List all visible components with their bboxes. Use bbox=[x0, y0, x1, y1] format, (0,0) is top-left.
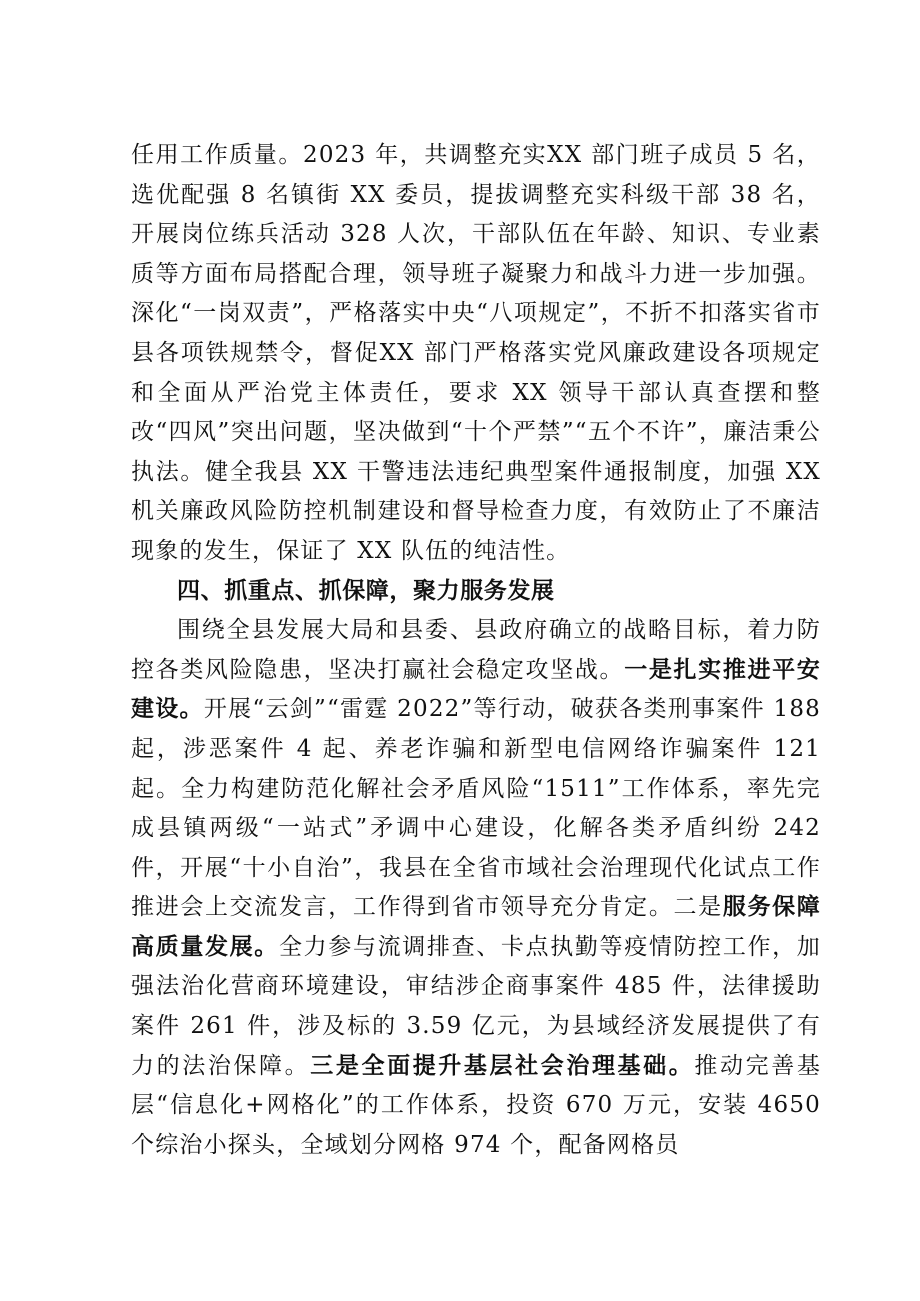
paragraph-text-segment: 围绕全县发展大局和县委、县政府确立的战略目标，着力防控各类风险隐患，坚决打赢社会稳定攻坚战。 bbox=[131, 617, 821, 683]
paragraph-text-segment: 推动完善基层“信息化+网格化”的工作体系，投资 670 万元，安装 4650 个综治小探头，全域划分网格 974 个，配备网格员 bbox=[131, 1052, 822, 1158]
bold-key-point-1: 一是扎实推进平安建设。 bbox=[131, 656, 821, 723]
paragraph-text-segment: 全力参与流调排查、卡点执勤等疫情防控工作，加强法治化营商环境建设，审结涉企商事案件 485 件，法律援助案件 261 件，涉及标的 3.59 亿元，为县域经济发展提供了有力的法治保障。 bbox=[131, 933, 822, 1079]
bold-key-point-2: 服务保障高质量发展。 bbox=[131, 894, 821, 960]
body-paragraph-development bbox=[131, 611, 821, 1165]
section-heading: 四、抓重点、抓保障，聚力服务发展 bbox=[177, 577, 555, 604]
body-paragraph-discipline: 任用工作质量。2023 年，共调整充实XX 部门班子成员 5 名，选优配强 8 名镇街 XX 委员，提拔调整充实科级干部 38 名，开展岗位练兵活动 328 人次，干部队伍在年龄、知识、专业素质等方面布局搭配合理，领导班子凝聚力和战斗力进一步加强。深化“一岗双责”，严格落实中央“八项规定”，不折不扣落实省市县各项铁规禁令，督促XX 部门严格落实党风廉政建设各项规定和全面从严治党主体责任，要求 XX 领导干部认真查摆和整改“四风”突出问题，坚决做到“十个严禁”“五个不许”，廉洁秉公执法。健全我县 XX 干警违法违纪典型案件通报制度，加强 XX 机关廉政风险防控机制建设和督导检查力度，有效防止了不廉洁现象的发生，保证了 XX 队伍的纯洁性。 bbox=[131, 142, 821, 564]
document-body bbox=[131, 136, 821, 1165]
paragraph-text-segment: 开展“云剑”“雷霆 2022”等行动，破获各类刑事案件 188 起，涉恶案件 4 起、养老诈骗和新型电信网络诈骗案件 121 起。全力构建防范化解社会矛盾风险“1511”工作体系，率先完成县镇两级“一站式”矛调中心建设，化解各类矛盾纠纷 242 件，开展“十小自治”，我县在全省市域社会治理现代化试点工作推进会上交流发言，工作得到省市领导充分肯定。二是 bbox=[131, 696, 821, 921]
bold-key-point-3: 三是全面提升基层社会治理基础。 bbox=[310, 1052, 695, 1079]
